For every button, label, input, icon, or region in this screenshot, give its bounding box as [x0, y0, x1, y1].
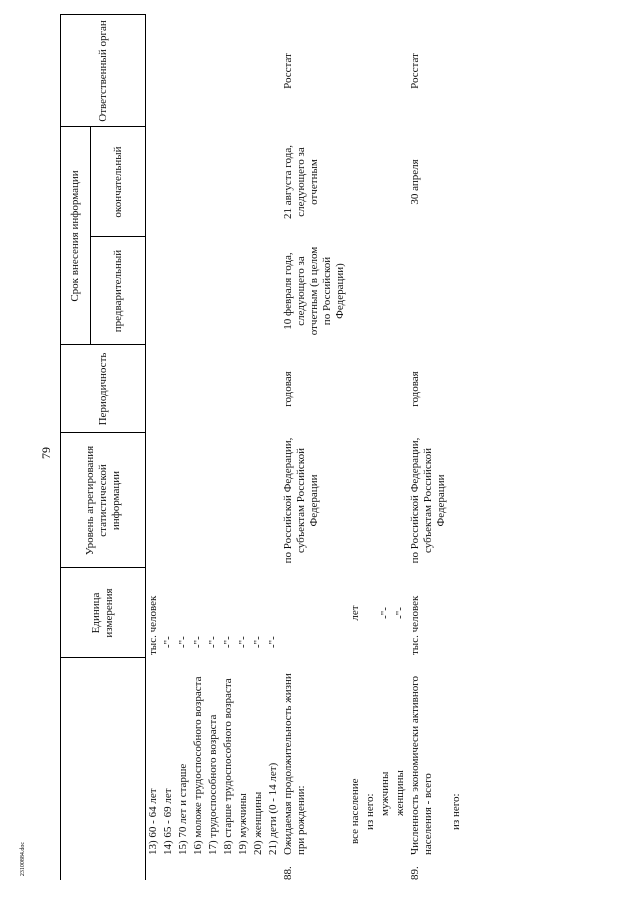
row-unit: -"- [252, 636, 264, 648]
row-final [161, 127, 176, 237]
row-name: все население [349, 778, 361, 844]
header-unit: Единица измерения [61, 568, 146, 658]
row-responsible: Росстат [282, 53, 294, 89]
row-level [393, 433, 408, 568]
row-preliminary [236, 237, 251, 345]
row-responsible [161, 15, 176, 127]
row-final [206, 127, 221, 237]
table-row [378, 15, 393, 880]
table-row [363, 15, 378, 880]
row-final: 30 апреля [409, 159, 421, 205]
row-responsible [191, 15, 206, 127]
row-unit: -"- [222, 636, 234, 648]
row-unit: -"- [177, 636, 189, 648]
row-number [266, 858, 281, 880]
row-level [146, 433, 162, 568]
row-preliminary [176, 237, 191, 345]
row-periodicity [191, 345, 206, 433]
row-responsible [221, 15, 236, 127]
row-periodicity [348, 345, 363, 433]
row-responsible [146, 15, 162, 127]
row-number [251, 858, 266, 880]
row-periodicity [251, 345, 266, 433]
table-row [348, 15, 363, 880]
row-number [449, 858, 464, 880]
row-name: 20) женщины [252, 791, 264, 855]
row-name: 21) дети (0 - 14 лет) [267, 762, 279, 855]
row-final [176, 127, 191, 237]
row-preliminary [251, 237, 266, 345]
row-final [191, 127, 206, 237]
table-header [61, 15, 146, 880]
row-unit: -"- [379, 607, 391, 619]
table-row [146, 15, 162, 880]
row-responsible [348, 15, 363, 127]
row-number [378, 858, 393, 880]
row-unit: лет [349, 605, 361, 621]
row-number [363, 858, 378, 880]
header-preliminary: предварительный [91, 237, 146, 345]
table-row [206, 15, 221, 880]
row-unit: тыс. человек [409, 595, 421, 655]
table-row [161, 15, 176, 880]
row-name: 14) 65 - 69 лет [162, 788, 174, 855]
header-periodicity: Периодичность [61, 345, 146, 433]
row-responsible [206, 15, 221, 127]
row-periodicity [176, 345, 191, 433]
row-preliminary [221, 237, 236, 345]
row-periodicity [378, 345, 393, 433]
row-final [449, 127, 464, 237]
row-responsible [393, 15, 408, 127]
row-final [236, 127, 251, 237]
row-preliminary [266, 237, 281, 345]
row-name: 15) 70 лет и старше [177, 763, 189, 855]
row-responsible: Росстат [409, 53, 421, 89]
row-periodicity: годовая [282, 371, 294, 407]
row-responsible [449, 15, 464, 127]
row-level [221, 433, 236, 568]
row-level [348, 433, 363, 568]
row-name: 16) моложе трудоспособного возраста [192, 676, 204, 855]
table-row [281, 15, 348, 880]
row-preliminary [449, 237, 464, 345]
header-deadline: Срок внесения информации [61, 127, 91, 345]
row-preliminary [393, 237, 408, 345]
row-level [191, 433, 206, 568]
row-preliminary: 10 февраля года, следующего за отчетным (в целом по Российской Федерации) [282, 246, 346, 336]
header-blank [61, 658, 146, 880]
row-level [449, 433, 464, 568]
row-final [266, 127, 281, 237]
row-unit: тыс. человек [147, 595, 159, 655]
row-preliminary [191, 237, 206, 345]
row-unit [363, 568, 378, 658]
row-number [161, 858, 176, 880]
row-periodicity [146, 345, 162, 433]
header-level: Уровень агрегирования статистической информации [61, 433, 146, 568]
row-responsible [363, 15, 378, 127]
row-unit: -"- [207, 636, 219, 648]
row-preliminary [348, 237, 363, 345]
row-name: из него: [364, 793, 376, 830]
row-periodicity [161, 345, 176, 433]
row-final [378, 127, 393, 237]
table-row [393, 15, 408, 880]
row-unit: -"- [237, 636, 249, 648]
table-row [221, 15, 236, 880]
row-final [348, 127, 363, 237]
page-number: 79 [39, 447, 53, 459]
row-unit [281, 568, 348, 658]
row-periodicity [206, 345, 221, 433]
row-level [176, 433, 191, 568]
row-name: женщины [394, 770, 406, 816]
row-level [206, 433, 221, 568]
row-number [393, 858, 408, 880]
row-number [206, 858, 221, 880]
footer-filename: 23100884.doc [20, 841, 27, 877]
table-row [408, 15, 449, 880]
row-unit: -"- [267, 636, 279, 648]
row-name: 18) старше трудоспособного возраста [222, 678, 234, 855]
row-number [221, 858, 236, 880]
row-name: 17) трудоспособного возраста [207, 714, 219, 855]
row-preliminary [146, 237, 162, 345]
row-responsible [378, 15, 393, 127]
row-preliminary [378, 237, 393, 345]
row-level [363, 433, 378, 568]
table-row [176, 15, 191, 880]
row-unit: -"- [394, 607, 406, 619]
row-level: по Российской Федерации, субъектам Российской Федерации [282, 437, 320, 564]
row-level: по Российской Федерации, субъектам Российской Федерации [409, 437, 447, 564]
row-name: Ожидаемая продолжительность жизни при рождении: [282, 673, 307, 855]
row-number: 88. [282, 866, 294, 880]
row-preliminary [161, 237, 176, 345]
table-row [266, 15, 281, 880]
row-final [363, 127, 378, 237]
row-name: Численность экономически активного населения - всего [409, 676, 434, 855]
row-unit: -"- [192, 636, 204, 648]
header-responsible: Ответственный орган [61, 15, 146, 127]
row-periodicity [236, 345, 251, 433]
row-periodicity [363, 345, 378, 433]
row-number [348, 858, 363, 880]
row-periodicity [393, 345, 408, 433]
table-row [191, 15, 206, 880]
row-number [191, 858, 206, 880]
row-number [236, 858, 251, 880]
row-responsible [251, 15, 266, 127]
table-row [251, 15, 266, 880]
row-responsible [266, 15, 281, 127]
table-row [449, 15, 464, 880]
row-level [251, 433, 266, 568]
statistics-table [60, 15, 464, 881]
row-preliminary [363, 237, 378, 345]
row-periodicity [266, 345, 281, 433]
row-level [266, 433, 281, 568]
row-level [378, 433, 393, 568]
row-periodicity [449, 345, 464, 433]
row-periodicity: годовая [409, 371, 421, 407]
row-level [161, 433, 176, 568]
row-name: 13) 60 - 64 лет [147, 788, 159, 855]
row-responsible [236, 15, 251, 127]
row-preliminary [408, 237, 449, 345]
row-final [251, 127, 266, 237]
row-unit: -"- [162, 636, 174, 648]
row-unit [449, 568, 464, 658]
table-row [236, 15, 251, 880]
header-final: окончательный [91, 127, 146, 237]
row-responsible [176, 15, 191, 127]
row-final [393, 127, 408, 237]
rotated-table-page [60, 15, 620, 880]
row-level [236, 433, 251, 568]
row-periodicity [221, 345, 236, 433]
row-preliminary [206, 237, 221, 345]
row-number [176, 858, 191, 880]
row-final [221, 127, 236, 237]
row-final: 21 августа года, следующего за отчетным [282, 145, 320, 219]
row-name: мужчины [379, 771, 391, 816]
row-number [146, 858, 162, 880]
row-name: 19) мужчины [237, 793, 249, 855]
row-final [146, 127, 162, 237]
row-number: 89. [409, 866, 421, 880]
row-name: из него: [450, 793, 462, 830]
